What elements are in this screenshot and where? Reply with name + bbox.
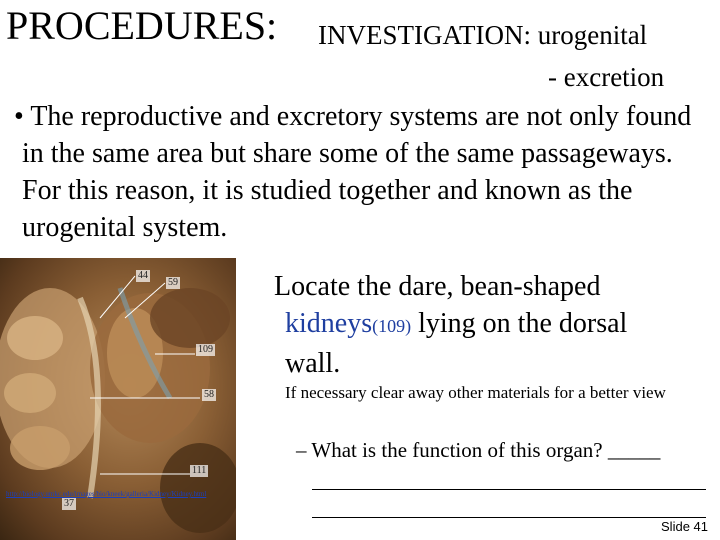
locate-line2-rest: lying on the dorsal <box>411 308 628 339</box>
slide-number: Slide 41 <box>661 519 708 534</box>
photo-label-58: 58 <box>204 389 214 400</box>
answer-blank-1[interactable] <box>312 489 706 490</box>
photo-label-44: 44 <box>138 270 148 281</box>
bullet-marker: • <box>14 101 24 132</box>
function-question: – What is the function of this organ? _____ <box>296 438 661 462</box>
photo-label-59: 59 <box>168 277 178 288</box>
photo-label-111: 111 <box>192 465 207 476</box>
locate-line3: wall. <box>285 348 341 379</box>
kidneys-term: kidneys <box>285 308 373 339</box>
photo-label-37: 37 <box>64 498 74 509</box>
intro-text: The reproductive and excretory systems are not only found in the same area but share some of the same passageways. For this reason, it is studied together and known as the urogenital system. <box>22 101 692 243</box>
locate-line1: Locate the dare, bean-shaped <box>274 271 601 302</box>
slide-subtitle-continued: - excretion <box>548 62 665 92</box>
answer-blank-2[interactable] <box>312 517 706 518</box>
intro-bullet <box>14 98 712 246</box>
clear-away-note: If necessary clear away other materials for a better view <box>285 383 666 402</box>
photo-label-109: 109 <box>198 344 213 355</box>
slide-subtitle: INVESTIGATION: urogenital <box>318 20 648 50</box>
photo-source-link[interactable]: http://biology.umkc.edu/images/bio/kneek/galleria/Kidney/Kidney.html <box>6 490 207 498</box>
kidneys-number: (109) <box>372 316 412 336</box>
locate-line2 <box>274 305 704 345</box>
locate-kidneys-text <box>274 268 704 382</box>
slide-title: PROCEDURES: <box>6 3 278 48</box>
